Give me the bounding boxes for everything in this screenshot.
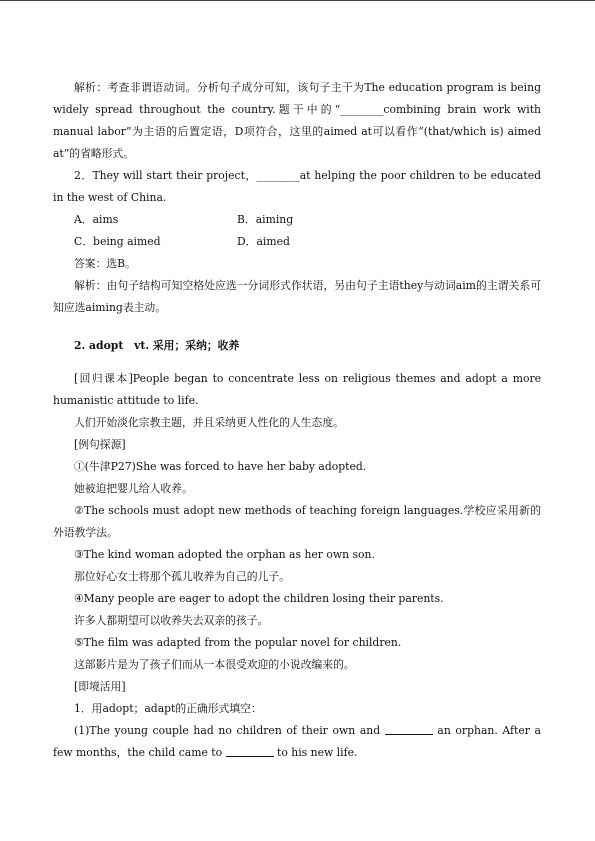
textbook-translation: 人们开始淡化宗教主题，并且采纳更人性化的人生态度。	[74, 415, 344, 429]
answer-blank-1[interactable]	[385, 723, 433, 735]
answer-blank-2[interactable]	[226, 745, 274, 757]
item-1-part-a: (1)The young couple had no children of their own and	[74, 723, 381, 737]
example-5-en: ⑤The film was adapted from the popular novel for children.	[74, 635, 402, 649]
example-4-zh: 许多人都期望可以收养失去双亲的孩子。	[74, 613, 269, 627]
question-2: 2．They will start their project，________at helping the poor children to be educated in the west of China.	[53, 169, 541, 204]
item-1-part-c: to his new life.	[277, 745, 358, 759]
analysis-paragraph-2: 解析：由句子结构可知空格处应选一分词形式作状语，另由句子主语they与动词aim的主谓关系可知应选aiming表主动。	[53, 279, 541, 314]
item-1-part-b: an orphan. After a few months，the child came to	[53, 723, 541, 759]
option-c: C．being aimed	[74, 235, 161, 248]
section-heading-adopt: 2. adopt vt. 采用；采纳；收养	[74, 339, 240, 352]
example-2: ②The schools must adopt new methods of teaching foreign languages.学校应采用新的外语教学法。	[53, 503, 541, 539]
example-1-en: ①(牛津P27)She was forced to have her baby adopted.	[74, 459, 367, 473]
analysis-paragraph-1: 解析：考查非谓语动词。分析句子成分可知，该句子主干为The education program is being widely spread throughout the country.题干中的“________combining brain work with manual labor”为主语的后置定语，D项符合，这里的aimed at可以看作“(that/which is) aimed at”的省略形式。	[53, 81, 541, 160]
example-4-en: ④Many people are eager to adopt the children losing their parents.	[74, 591, 444, 605]
page-top-rule	[0, 0, 595, 1]
options-row-1	[53, 209, 541, 231]
answer-line: 答案：选B。	[74, 257, 136, 270]
option-d: D．aimed	[237, 235, 290, 248]
practice-label: [即境活用]	[74, 679, 126, 693]
example-1-zh: 她被迫把婴儿给人收养。	[74, 481, 193, 495]
document-page	[53, 77, 541, 764]
example-5-zh: 这部影片是为了孩子们而从一本很受欢迎的小说改编来的。	[74, 657, 355, 671]
example-3-en: ③The kind woman adopted the orphan as her own son.	[74, 547, 375, 561]
option-b: B．aiming	[237, 213, 294, 226]
examples-label: [例句探源]	[74, 437, 126, 451]
option-a: A．aims	[74, 213, 119, 226]
practice-task: 1．用adopt；adapt的正确形式填空：	[74, 701, 262, 715]
practice-item-1	[53, 720, 541, 764]
example-3-zh: 那位好心女士将那个孤儿收养为自己的儿子。	[74, 569, 290, 583]
textbook-sentence: [回归课本]People began to concentrate less on religious themes and adopt a more humanistic attitude to life.	[53, 371, 541, 407]
options-row-2	[53, 231, 541, 253]
